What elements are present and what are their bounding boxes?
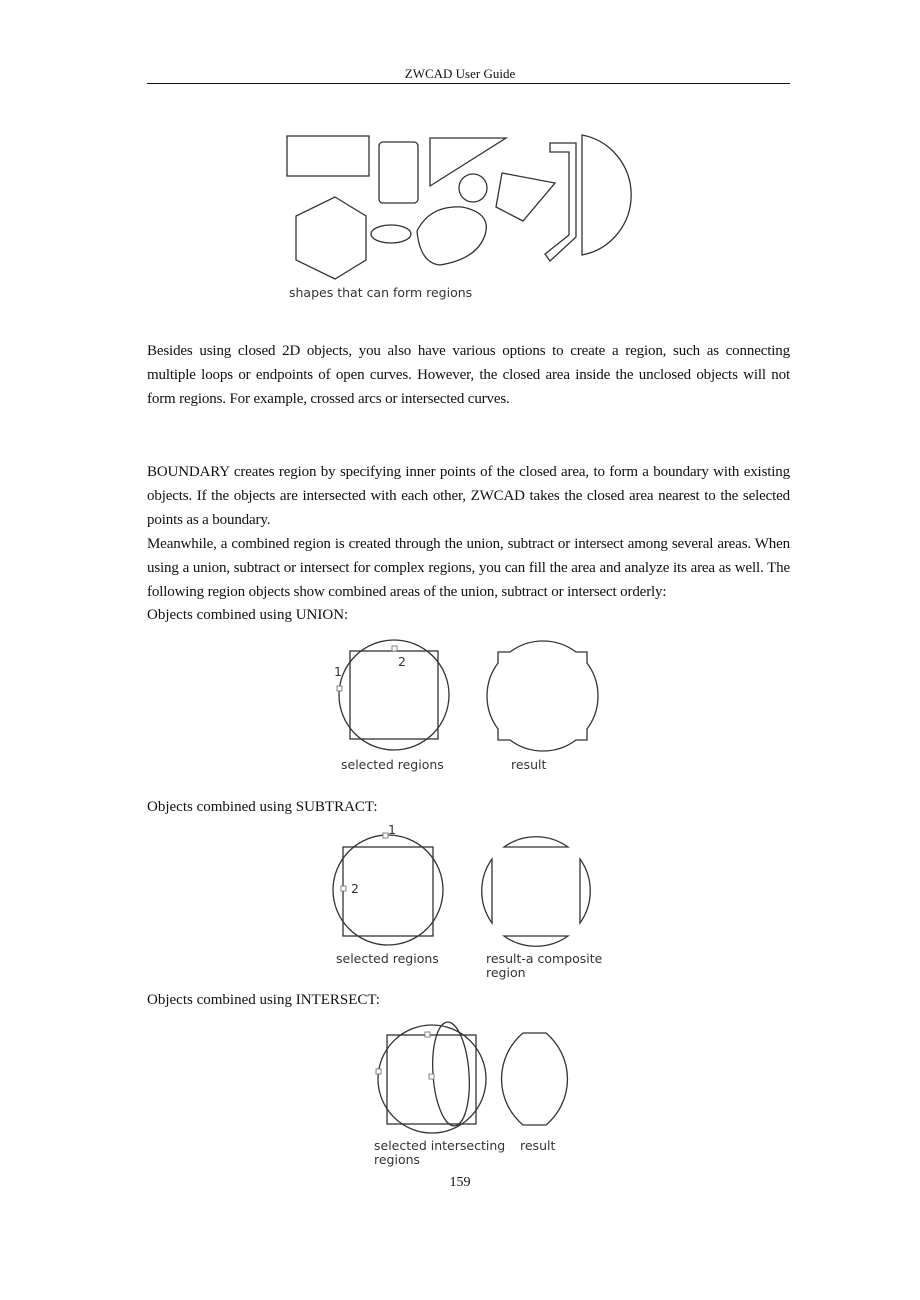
- half-circle-shape: [582, 135, 631, 255]
- intersect-grip-center: [429, 1074, 434, 1079]
- intersect-right-label: result: [520, 1138, 556, 1153]
- union-result-shape: [487, 641, 598, 751]
- header-rule: [147, 83, 790, 84]
- union-square: [350, 651, 438, 739]
- shapes-figure: [280, 125, 650, 305]
- subtract-figure: [320, 820, 620, 985]
- subtract-marker-1: 1: [388, 822, 396, 837]
- intersect-grip-left: [376, 1069, 381, 1074]
- intersect-left-label-line2: regions: [374, 1152, 421, 1167]
- subtract-right-label-line2: region: [486, 965, 526, 980]
- union-figure: [320, 630, 620, 780]
- teardrop-shape: [417, 207, 486, 265]
- union-grip-2: [392, 646, 397, 651]
- rounded-rectangle-shape: [379, 142, 418, 203]
- subtract-result-bottom: [504, 936, 568, 946]
- page-number: 159: [449, 1175, 471, 1190]
- subtract-circle: [333, 835, 443, 945]
- paragraph-boundary: BOUNDARY creates region by specifying inner points of the closed area, to form a boundary with existing objects. If the objects are intersected with each other, ZWCAD takes the closed area nearest to the selected points as a boundary.: [147, 464, 790, 528]
- union-marker-1: 1: [334, 664, 342, 679]
- rectangle-shape: [287, 136, 369, 176]
- subtract-caption: Objects combined using SUBTRACT:: [147, 799, 378, 815]
- intersect-grip-top: [425, 1032, 430, 1037]
- union-left-label: selected regions: [341, 757, 444, 772]
- running-header: ZWCAD User Guide: [404, 66, 516, 81]
- union-circle: [339, 640, 449, 750]
- union-right-label: result: [511, 757, 547, 772]
- intersect-result-shape: [502, 1033, 568, 1125]
- intersect-square: [387, 1035, 476, 1124]
- union-grip-1: [337, 686, 342, 691]
- subtract-result-left: [482, 859, 492, 923]
- paragraph-regions-intro: Besides using closed 2D objects, you also have various options to create a region, such as connecting multiple loops or endpoints of open curves. However, the closed area inside the unclosed objects will not form regions. For example, crossed arcs or intersected curves.: [147, 343, 790, 407]
- subtract-right-label-line1: result-a composite: [486, 951, 603, 966]
- subtract-left-label: selected regions: [336, 951, 439, 966]
- subtract-result-right: [580, 859, 590, 923]
- shapes-caption: shapes that can form regions: [289, 285, 473, 300]
- paragraph-combined-region: Meanwhile, a combined region is created through the union, subtract or intersect among several areas. When using a union, subtract or intersect for complex regions, you can fill the area and analyze its area as well. The following region objects show combined areas of the union, subtract or intersect orderly:: [147, 536, 790, 600]
- union-marker-2: 2: [398, 654, 406, 669]
- subtract-result-top: [504, 837, 568, 847]
- hexagon-shape: [296, 197, 366, 279]
- ellipse-shape: [371, 225, 411, 243]
- subtract-grip-2: [341, 886, 346, 891]
- intersect-caption: Objects combined using INTERSECT:: [147, 992, 380, 1008]
- quadrilateral-shape: [496, 173, 555, 221]
- triangle-shape: [430, 138, 506, 186]
- union-caption: Objects combined using UNION:: [147, 607, 349, 623]
- small-circle-shape: [459, 174, 487, 202]
- intersect-left-label-line1: selected intersecting: [374, 1138, 506, 1153]
- subtract-marker-2: 2: [351, 881, 359, 896]
- polyline-shape: [545, 143, 576, 261]
- intersect-figure: [360, 1015, 580, 1175]
